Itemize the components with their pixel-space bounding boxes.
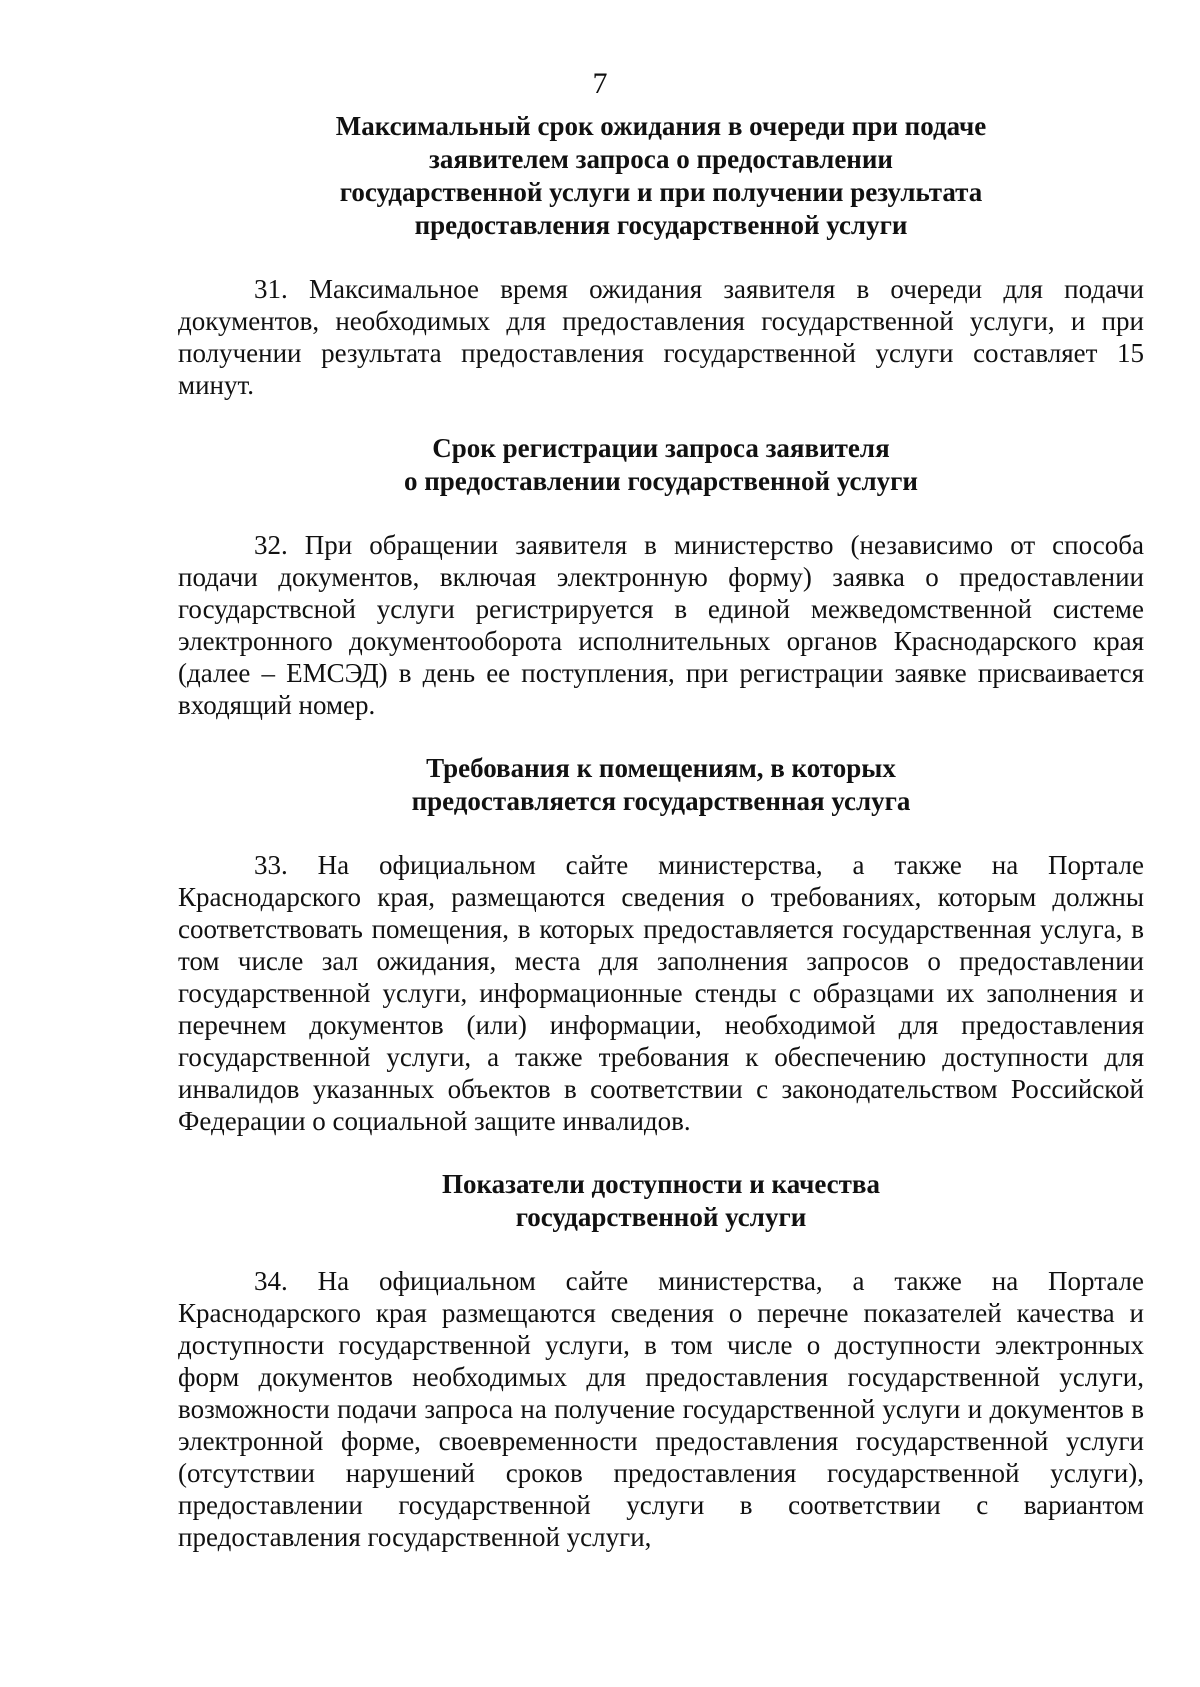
heading-line: Требования к помещениям, в которых [426, 753, 896, 783]
heading-line: предоставляется государственная услуга [411, 786, 911, 816]
section-heading-premises-requirements [178, 752, 1144, 818]
heading-line: о предоставлении государственной услуги [403, 466, 918, 496]
heading-line: Максимальный срок ожидания в очереди при подаче [335, 111, 987, 141]
document-body [178, 110, 1144, 1553]
paragraph-32: 32. При обращении заявителя в министерство (независимо от способа подачи документов, включая электронную форму) заявка о предоставлении государствсной услуги регистрируется в единой межведомственной системе электронного документооборота исполнительных органов Краснодарского края (далее – ЕМСЭД) в день ее поступления, при регистрации заявке присваивается входящий номер. [178, 530, 1144, 720]
heading-line: предоставления государственной услуги [414, 210, 908, 240]
heading-line: Срок регистрации запроса заявителя [432, 433, 890, 463]
paragraph-34: 34. На официальном сайте министерства, а также на Портале Краснодарского края размещаются сведения о перечне показателей качества и доступности государственной услуги, в том числе о доступности электронных форм документов необходимых для предоставления государственной услуги, возможности подачи запроса на получение государственной услуги и документов в электронной форме, своевременности предоставления государственной услуги (отсутствии нарушений сроков предоставления государственной услуги), предоставлении государственной услуги в соответствии с вариантом предоставления государственной услуги, [178, 1266, 1144, 1552]
heading-line: Показатели доступности и качества [442, 1169, 880, 1199]
section-heading-registration-term [178, 432, 1144, 498]
section-heading-quality-indicators [178, 1168, 1144, 1234]
section-heading-waiting-time [178, 110, 1144, 242]
heading-line: заявителем запроса о предоставлении [429, 144, 893, 174]
heading-line: государственной услуги и при получении результата [339, 177, 983, 207]
paragraph-31: 31. Максимальное время ожидания заявителя в очереди для подачи документов, необходимых для предоставления государственной услуги, и при получении результата предоставления государственной услуги составляет 15 минут. [178, 274, 1144, 400]
paragraph-33: 33. На официальном сайте министерства, а также на Портале Краснодарского края, размещаются сведения о требованиях, которым должны соответствовать помещения, в которых предоставляется государственная услуга, в том числе зал ожидания, места для заполнения запросов о предоставлении государственной услуги, информационные стенды с образцами их заполнения и перечнем документов (или) информации, необходимой для предоставления государственной услуги, а также требования к обеспечению доступности для инвалидов указанных объектов в соответствии с законодательством Российской Федерации о социальной защите инвалидов. [178, 850, 1144, 1136]
page-number: 7 [592, 67, 608, 100]
heading-line: государственной услуги [515, 1202, 807, 1232]
